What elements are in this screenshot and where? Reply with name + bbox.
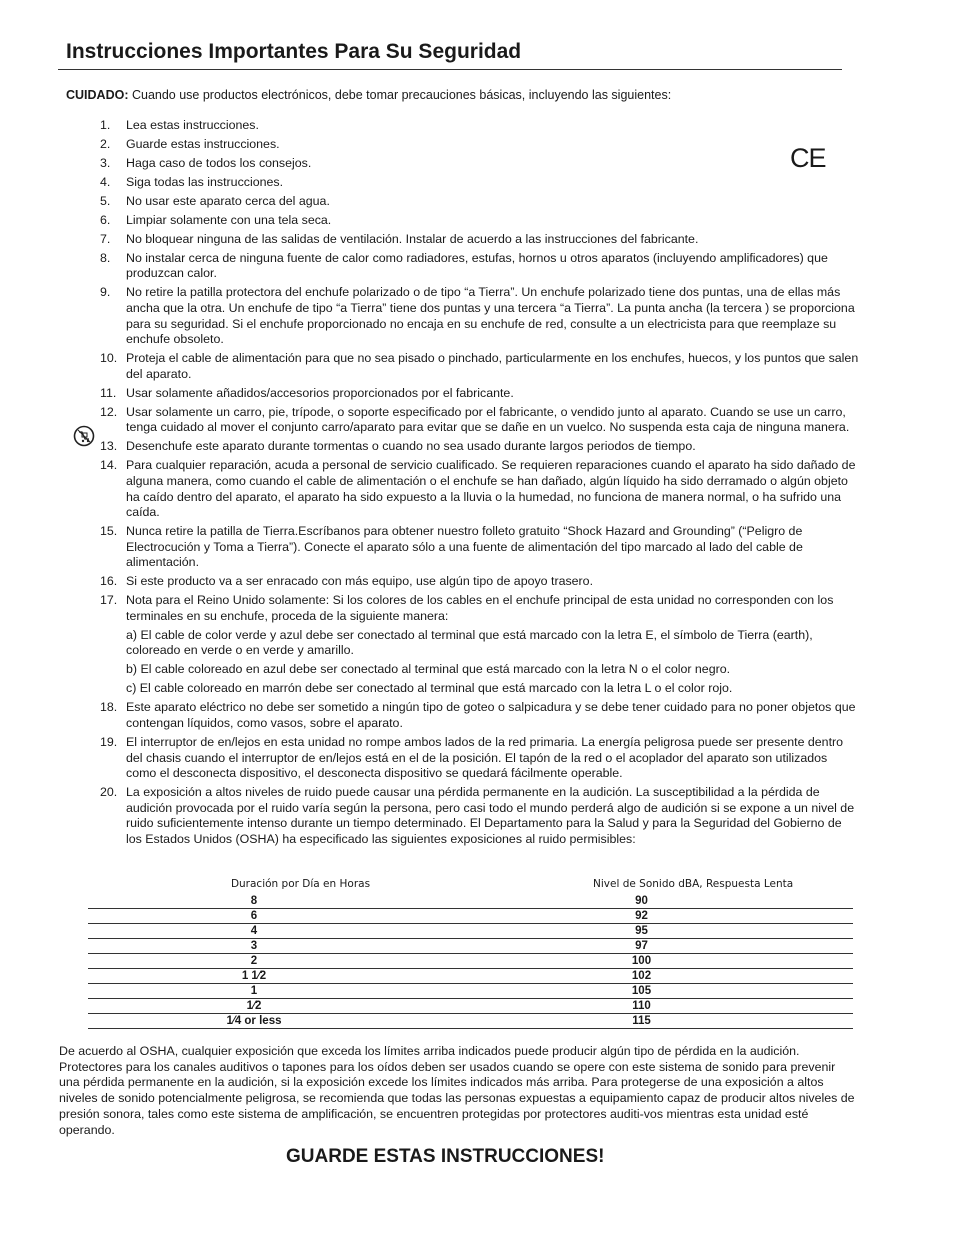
cell-sound-level: 100 xyxy=(631,955,652,967)
list-item-number-text: 3. xyxy=(100,155,111,170)
list-item xyxy=(60,735,860,782)
list-item xyxy=(60,386,860,402)
list-item-number-text: 12. xyxy=(100,404,118,419)
cell-duration: 1⁄4 or less xyxy=(226,1015,282,1027)
list-item-text: Este aparato eléctrico no debe ser sometido a ningún tipo de goteo o salpicadura y se debe tener cuidado para no poner objetos que contengan líquidos, como vasos, sobre el aparato. xyxy=(126,700,856,730)
list-item xyxy=(60,439,860,455)
osha-closing-paragraph: De acuerdo al OSHA, cualquier exposición que exceda los límites arriba indicados puede producir algún tipo de pérdida en la audición. Protectores para los canales auditivos o tapones para los oídos deben ser usados cuando se opere con este sistema de sonido para prevenir una pérdida permanente en la audición, si la exposición excede los límites indicados más arriba. Para protegerse de una exposición a altos niveles de sonido potencialmente peligrosa, se recomienda que todas las personas expuestas a equipamiento capaz de producir altos niveles de presión sonora, tales como este sistema de amplificación, se encuentren protegidas por protectores auditi-vos mientras esta unidad esté operando. xyxy=(59,1044,855,1137)
table-row xyxy=(88,999,853,1014)
header-sound-level: Nivel de Sonido dBA, Respuesta Lenta xyxy=(593,878,794,890)
sub-item: c) El cable coloreado en marrón debe ser conectado al terminal que está marcado con la letra L o el color rojo. xyxy=(126,681,733,696)
list-item-text: Proteja el cable de alimentación para que no sea pisado o pinchado, particularmente en los enchufes, huecos, y los puntos que salen del aparato. xyxy=(126,351,859,381)
cell-sound-level: 92 xyxy=(635,910,648,922)
list-item-number xyxy=(60,405,126,436)
table-row xyxy=(88,984,853,999)
list-item-text: No bloquear ninguna de las salidas de ventilación. Instalar de acuerdo a las instrucciones del fabricante. xyxy=(126,231,699,246)
list-item xyxy=(60,405,860,436)
list-item-number xyxy=(60,593,126,624)
list-item-number xyxy=(60,118,126,134)
list-item-text: Si este producto va a ser enracado con más equipo, use algún tipo de apoyo trasero. xyxy=(126,574,594,589)
list-item-number xyxy=(60,137,126,153)
list-item-number-text: 14. xyxy=(100,458,118,473)
list-item xyxy=(60,785,860,847)
list-item-number xyxy=(60,574,126,590)
list-item xyxy=(60,194,860,210)
list-item-text: La exposición a altos niveles de ruido puede causar una pérdida permanente en la audición. La susceptibilidad a la pérdida de audición provocada por el ruido varía según la persona, pero casi todo el mundo perderá algo de audición si se expone a un nivel de ruido suficientemente intenso durante un tiempo determinado. El Departamento para la Salud y para la Seguridad del Gobierno de los Estados Unidos (OSHA) ha especificado las siguientes exposiciones al ruido permisibles: xyxy=(126,785,855,846)
list-item-number-text: 1. xyxy=(100,118,111,132)
table-row xyxy=(88,924,853,939)
list-item-text: Haga caso de todos los consejos. xyxy=(126,155,312,170)
list-item-number xyxy=(60,232,126,248)
table-header xyxy=(88,878,853,894)
table-row xyxy=(88,894,853,909)
list-item-number-text: 17. xyxy=(100,593,118,608)
list-item xyxy=(60,524,860,571)
list-item-text: No retire la patilla protectora del enchufe polarizado o de tipo “a Tierra”. Un enchufe polarizado tiene dos puntas, una de ellas más ancha que la otra. Un enchufe de tipo “a Tierra” tiene dos puntas y una tercera “a Tierra”. La punta ancha (la tercera ) se proporciona para su seguridad. Si el enchufe proporcionado no encaja en su enchufe de red, consulte a un electricista para que reemplaze su enchufe obsoleto. xyxy=(126,285,855,347)
caution-text: Cuando use productos electrónicos, debe tomar precauciones básicas, incluyendo las siguientes: xyxy=(128,88,672,102)
list-item-number-text: 6. xyxy=(100,212,111,227)
list-item xyxy=(60,175,860,191)
header-duration: Duración por Día en Horas xyxy=(230,878,371,890)
cell-duration: 1 xyxy=(250,985,258,997)
list-item-number xyxy=(60,524,126,571)
list-item-text: Lea estas instrucciones. xyxy=(126,118,259,132)
cell-sound-level: 97 xyxy=(635,940,648,952)
list-item-text: Limpiar solamente con una tela seca. xyxy=(126,212,332,227)
list-item-text: Siga todas las instrucciones. xyxy=(126,174,284,189)
table-row xyxy=(88,969,853,984)
list-item xyxy=(60,458,860,520)
list-item-number xyxy=(60,213,126,229)
cell-sound-level: 110 xyxy=(632,1000,651,1012)
table-row xyxy=(88,939,853,954)
ce-mark-icon: CE xyxy=(790,143,826,173)
list-item xyxy=(60,574,860,590)
list-item-text: Guarde estas instrucciones. xyxy=(126,136,280,151)
list-item-number-text: 18. xyxy=(100,700,118,715)
list-item xyxy=(60,285,860,347)
list-item xyxy=(60,118,860,134)
list-item-text: Usar solamente añadidos/accesorios proporcionados por el fabricante. xyxy=(126,385,514,400)
list-item xyxy=(60,156,860,172)
list-item-number-text: 19. xyxy=(100,734,118,749)
list-item-number-text: 11. xyxy=(100,385,117,400)
list-item-number xyxy=(60,156,126,172)
list-item-number xyxy=(60,700,126,731)
list-item-number xyxy=(60,285,126,347)
list-item-number-text: 10. xyxy=(100,351,118,366)
list-item xyxy=(60,351,860,382)
list-item xyxy=(60,213,860,229)
sub-item: a) El cable de color verde y azul debe ser conectado al terminal que está marcado con la letra E, el símbolo de Tierra (earth), coloreado en verde o en verde y amarillo. xyxy=(126,627,813,658)
list-item-number-text: 7. xyxy=(100,231,111,246)
list-item xyxy=(60,700,860,731)
list-item-number-text: 2. xyxy=(100,136,111,151)
footer-heading: GUARDE ESTAS INSTRUCCIONES! xyxy=(286,1146,605,1167)
list-item-number xyxy=(60,785,126,847)
list-item-number-text: 13. xyxy=(100,439,118,454)
cell-sound-level: 105 xyxy=(631,985,652,997)
cell-sound-level: 95 xyxy=(635,925,648,937)
list-item-text: Nota para el Reino Unido solamente: Si los colores de los cables en el enchufe principal de esta unidad no corresponden con los terminales en su enchufe, proceda de la siguiente manera: xyxy=(126,593,834,623)
caution-intro xyxy=(66,88,866,103)
list-item-number-text: 15. xyxy=(100,524,118,539)
list-item xyxy=(60,137,860,153)
cell-duration: 6 xyxy=(250,910,258,922)
list-item-number xyxy=(60,735,126,782)
page-title: Instrucciones Importantes Para Su Seguridad xyxy=(66,40,522,63)
list-item-number xyxy=(60,175,126,191)
cell-duration: 8 xyxy=(250,895,258,907)
list-item-text: Usar solamente un carro, pie, trípode, o soporte especificado por el fabricante, o vendido junto al aparato. Cuando se use un carro, tenga cuidado al mover el conjunto carro/aparato para evitar que se dañe en un vuelco. No suspenda esta caja de ninguna manera. xyxy=(126,404,850,435)
table-row xyxy=(88,954,853,969)
cell-duration: 1 1⁄2 xyxy=(241,970,267,982)
sub-item: b) El cable coloreado en azul debe ser conectado al terminal que está marcado con la letra N o el color negro. xyxy=(126,662,731,677)
table-row xyxy=(88,909,853,924)
list-item xyxy=(60,232,860,248)
list-item-number xyxy=(60,251,126,282)
list-item-number-text: 9. xyxy=(100,285,111,300)
cell-duration: 4 xyxy=(250,925,258,937)
list-item-text: El interruptor de en/lejos en esta unidad no rompe ambos lados de la red primaria. La energía peligrosa puede ser presente dentro del chasis cuando el interruptor de en/lejos está en el de la posición. El tapón de la red o el acoplador del aparato son utilizados como el desconecta dispositivo, el desconecta dispositivo se quedará fácilmente operable. xyxy=(126,734,844,781)
list-item-number-text: 20. xyxy=(100,785,118,800)
list-item-number-text: 8. xyxy=(100,250,111,265)
cell-sound-level: 102 xyxy=(631,970,652,982)
caution-label: CUIDADO: xyxy=(66,88,129,102)
title-divider xyxy=(58,69,842,70)
list-item xyxy=(60,251,860,282)
noise-exposure-table xyxy=(88,878,853,1029)
list-item-number xyxy=(60,351,126,382)
cell-duration: 1⁄2 xyxy=(246,1000,262,1012)
list-item-text: Nunca retire la patilla de Tierra.Escríbanos para obtener nuestro folleto gratuito “Shock Hazard and Grounding” (“Peligro de Electrocución y Toma a Tierra”). Conecte el aparato sólo a una fuente de alimentación del tipo marcado al lado del cable de alimentación. xyxy=(126,524,803,570)
cell-duration: 3 xyxy=(250,940,258,952)
list-item-number-text: 5. xyxy=(100,193,111,208)
list-item-number xyxy=(60,386,126,402)
safety-instructions-list xyxy=(60,118,860,851)
cell-sound-level: 90 xyxy=(635,895,648,907)
list-item-text: No usar este aparato cerca del agua. xyxy=(126,193,330,208)
list-item-number xyxy=(60,439,126,455)
cell-sound-level: 115 xyxy=(632,1015,651,1027)
list-item-number xyxy=(60,458,126,520)
list-item-number-text: 16. xyxy=(100,574,118,589)
cell-duration: 2 xyxy=(250,955,258,967)
list-item-text: No instalar cerca de ninguna fuente de calor como radiadores, estufas, hornos u otros aparatos (incluyendo amplificadores) que produzcan calor. xyxy=(126,250,828,281)
list-item-text: Para cualquier reparación, acuda a personal de servicio cualificado. Se requieren reparaciones cuando el aparato ha sido dañado de alguna manera, como cuando el cable de alimentación o el enchufe se han dañado, algún líquido ha sido derramado o algún objeto ha caído dentro del aparato, el aparato ha sido expuesto a la lluvia o la humedad, no funciona de manera normal, o ha sufrido una caída. xyxy=(126,458,856,520)
table-row xyxy=(88,1014,853,1029)
list-item xyxy=(60,593,860,624)
list-item-number xyxy=(60,194,126,210)
list-item-number-text: 4. xyxy=(100,174,111,189)
list-item-text: Desenchufe este aparato durante tormentas o cuando no sea usado durante largos periodos de tiempo. xyxy=(126,439,696,454)
